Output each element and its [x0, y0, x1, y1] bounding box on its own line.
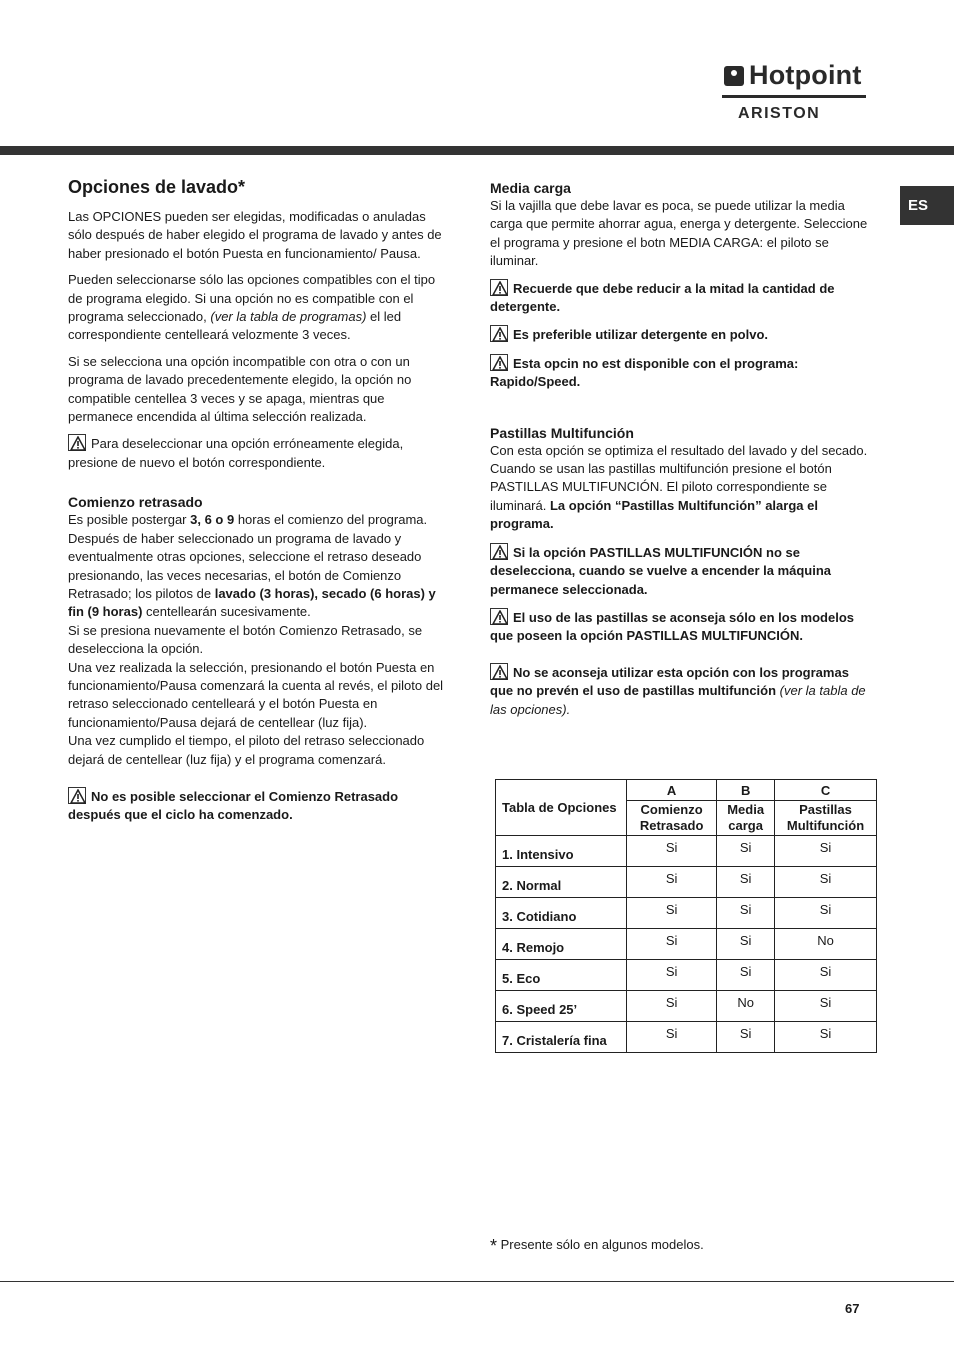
- paragraph: Pueden seleccionarse sólo las opciones compatibles con el tipo de programa elegido. Si una opción no es compatible con el programa seleccionado, (ver la tabla de programas) el led correspondiente centelleará velozmente 3 veces.: [68, 272, 436, 343]
- cell-a: Si: [627, 898, 717, 929]
- footnote: [490, 1236, 704, 1257]
- delay-title: Comienzo retrasado: [68, 494, 203, 511]
- row-label: 3. Cotidiano: [496, 898, 627, 929]
- table-row: [496, 960, 877, 991]
- logo-sub-text: ARISTON: [738, 105, 821, 122]
- cell-a: Si: [627, 991, 717, 1022]
- table-header-row: [496, 780, 877, 801]
- table-body: [496, 836, 877, 1053]
- logo-square-icon: [724, 66, 744, 86]
- col-name: Pastillas Multifunción: [775, 801, 877, 836]
- col-name: Media carga: [717, 801, 775, 836]
- section-title: Opciones de lavado*: [68, 177, 246, 197]
- warning-icon: [490, 663, 508, 680]
- table-corner: Tabla de Opciones: [496, 780, 627, 836]
- options-table: [495, 779, 877, 1053]
- footer-line: [0, 1281, 954, 1282]
- row-label: 1. Intensivo: [496, 836, 627, 867]
- warning-icon: [490, 608, 508, 625]
- col-name: Comienzo Retrasado: [627, 801, 717, 836]
- cell-b: Si: [717, 1022, 775, 1053]
- logo-brand-text: Hotpoint: [749, 60, 862, 90]
- warning-note: Recuerde que debe reducir a la mitad la cantidad de detergente.: [490, 280, 835, 315]
- warning-note: El uso de las pastillas se aconseja sólo en los modelos que poseen la opción PASTILLAS MULTIFUNCIÓN.: [490, 609, 855, 644]
- cell-a: Si: [627, 929, 717, 960]
- table-row: [496, 836, 877, 867]
- cell-c: Si: [775, 898, 877, 929]
- row-label: 6. Speed 25’: [496, 991, 627, 1022]
- cell-c: Si: [775, 960, 877, 991]
- table-row: [496, 898, 877, 929]
- cell-b: Si: [717, 960, 775, 991]
- row-label: 7. Cristalería fina: [496, 1022, 627, 1053]
- cell-b: Si: [717, 929, 775, 960]
- cell-c: Si: [775, 991, 877, 1022]
- footnote-star: *: [490, 1236, 498, 1256]
- table-row: [496, 867, 877, 898]
- right-column: [490, 180, 870, 719]
- col-letter: A: [627, 780, 717, 801]
- col-letter: C: [775, 780, 877, 801]
- row-label: 5. Eco: [496, 960, 627, 991]
- cell-c: Si: [775, 836, 877, 867]
- col-letter: B: [717, 780, 775, 801]
- paragraph: Cuando se usan las pastillas multifunción presione el botón PASTILLAS MULTIFUNCIÓN. El piloto correspondiente se iluminará. La opción “Pastillas Multifunción” alarga el programa.: [490, 461, 832, 532]
- row-label: 2. Normal: [496, 867, 627, 898]
- row-label: 4. Remojo: [496, 929, 627, 960]
- pastillas-title: Pastillas Multifunción: [490, 424, 634, 441]
- warning-icon: [490, 543, 508, 560]
- warning-note: Esta opcin no est disponible con el programa: Rapido/Speed.: [490, 355, 799, 390]
- warning-note: No es posible seleccionar el Comienzo Retrasado después que el ciclo ha comenzado.: [68, 788, 399, 823]
- header-bar: [0, 146, 954, 155]
- table-row: [496, 1022, 877, 1053]
- cell-c: No: [775, 929, 877, 960]
- cell-b: Si: [717, 836, 775, 867]
- warning-note: No se aconseja utilizar esta opción con los programas que no prevén el uso de pastillas multifunción (ver la tabla de las opciones).: [490, 664, 866, 717]
- cell-a: Si: [627, 836, 717, 867]
- paragraph: Si la vajilla que debe lavar es poca, se puede utilizar la media carga que permite ahorrar agua, energa y detergente. Seleccione el programa y presione el botn MEDIA CARGA: el piloto se iluminar.: [490, 198, 868, 269]
- paragraph: Una vez cumplido el tiempo, el piloto del retraso seleccionado dejará de centellear (luz fija) y el programa comenzará.: [68, 733, 425, 767]
- cell-a: Si: [627, 867, 717, 898]
- paragraph: Si se presiona nuevamente el botón Comienzo Retrasado, se deselecciona la opción.: [68, 622, 423, 657]
- cell-b: No: [717, 991, 775, 1022]
- paragraph: Después de haber seleccionado un programa de lavado y eventualmente otras opciones, seleccione el retraso deseado presionando, las veces necesarias, el botón de Comienzo Retrasado; los pilotos de lavado (3 horas), secado (6 horas) y fin (9 horas) centellearán sucesivamente.: [68, 530, 436, 620]
- warning-note: Es preferible utilizar detergente en polvo.: [490, 325, 870, 344]
- paragraph: Si se selecciona una opción incompatible con otra o con un programa de lavado precedentemente elegido, la opción no compatible centellea 3 veces y se apaga, mientras que permanece encendida al última selección realizada.: [68, 353, 412, 425]
- warning-icon: [490, 279, 508, 296]
- page-number: 67: [845, 1301, 860, 1316]
- warning-note: Si la opción PASTILLAS MULTIFUNCIÓN no se deselecciona, cuando se vuelve a encender la máquina permanece seleccionada.: [490, 544, 832, 597]
- cell-a: Si: [627, 1022, 717, 1053]
- paragraph: Una vez realizada la selección, presionando el botón Puesta en funcionamiento/Pausa comenzará la cuenta al revés, el piloto del retraso seleccionado centelleará y el botón Puesta en funcionamiento/Pausa dejará de centellear (luz fija).: [68, 659, 444, 730]
- media-title: Media carga: [490, 180, 571, 196]
- footnote-text: Presente sólo en algunos modelos.: [500, 1237, 704, 1252]
- table-row: [496, 929, 877, 960]
- warning-icon: [490, 325, 508, 342]
- paragraph: Con esta opción se optimiza el resultado del lavado y del secado.: [490, 442, 868, 458]
- paragraph: Las OPCIONES pueden ser elegidas, modificadas o anuladas sólo después de haber elegido el programa de lavado y antes de haber presionado el botón Puesta en funcionamiento/ Pausa.: [68, 209, 442, 261]
- warning-icon: [490, 354, 508, 371]
- left-column: [68, 177, 448, 825]
- brand-logo: [722, 62, 868, 124]
- cell-c: Si: [775, 1022, 877, 1053]
- cell-c: Si: [775, 867, 877, 898]
- cell-b: Si: [717, 867, 775, 898]
- paragraph: Es posible postergar 3, 6 o 9 horas el comienzo del programa.: [68, 512, 428, 528]
- warning-note: Para deseleccionar una opción erróneamente elegida, presione de nuevo el botón correspondiente.: [68, 436, 404, 470]
- cell-a: Si: [627, 960, 717, 991]
- language-tab: ES: [900, 186, 954, 225]
- logo-divider: [722, 95, 866, 98]
- warning-icon: [68, 434, 86, 451]
- table-row: [496, 991, 877, 1022]
- cell-b: Si: [717, 898, 775, 929]
- warning-icon: [68, 787, 86, 804]
